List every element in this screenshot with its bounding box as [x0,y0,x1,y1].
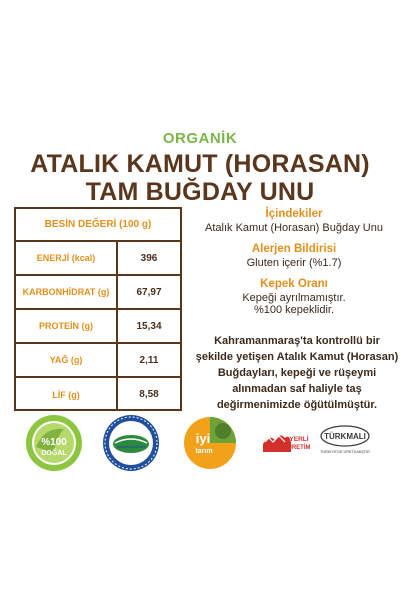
natural-badge-icon [24,413,84,473]
tarim-label: tarım [195,448,213,455]
turkmali-logo-icon [311,420,379,468]
nutrition-table [14,207,182,411]
nutrient-value: 15,34 [136,320,162,332]
nutrient-label: PROTEİN (g) [16,310,118,342]
bran-section [188,278,400,316]
nutrition-heading: BESİN DEĞERİ (100 g) [16,209,180,242]
allergen-text: Gluten içerir (%1.7) [246,257,342,269]
yerli-label: YERLİ [289,436,309,443]
uretim-label: ÜRETİM [287,445,311,451]
ingredients-text: Atalık Kamut (Horasan) Buğday Unu [205,222,383,234]
table-row [16,276,180,310]
nutrient-label: KARBONHİDRAT (g) [16,276,118,308]
product-description [194,333,400,413]
product-title-line-1: ATALIK KAMUT (HORASAN) [30,150,370,178]
description-line: alınmadan saf haliyle taş [232,383,362,395]
nutrient-label: LİF (g) [16,378,118,411]
bran-text-2: %100 kepeklidir. [253,304,335,316]
natural-badge-bottom: DOĞAL [41,450,67,457]
ingredients-title: İçindekiler [265,208,323,220]
bran-title: Kepek Oranı [260,278,328,290]
local-production-icon [259,422,311,462]
allergen-title: Alerjen Bildirisi [251,243,337,255]
table-row [16,242,180,276]
table-row [16,310,180,344]
iyi-label: iyi [195,431,211,446]
description-line: Kahramanmaraş'ta kontrollü bir [214,335,380,347]
bran-text-1: Kepeği ayrılmamıştır. [242,292,346,304]
good-agriculture-icon [183,413,238,473]
product-title-line-2: TAM BUĞDAY UNU [85,178,315,206]
table-row [16,378,180,411]
nutrient-value: 2,11 [139,354,159,366]
natural-badge-top: %100 [41,437,67,448]
description-line: değirmenimizde öğütülmüştür. [216,399,378,411]
nutrient-label: YAĞ (g) [16,344,118,376]
turkmali-caption: TÜRKİYE'DE ÜRETİLMİŞTİR [320,450,370,454]
nutrient-value: 396 [140,252,158,264]
table-row [16,344,180,378]
brand-label: ORGANİK [162,130,238,147]
description-line: Buğdayları, kepeği ve rüşeymi [217,367,377,379]
allergen-section [188,243,400,269]
organic-seal-icon [101,413,161,473]
turkmali-logo-text: TÜRKMALI [324,432,366,441]
description-line: şekilde yetişen Atalık Kamut (Horasan) [195,351,399,363]
nutrient-value: 67,97 [136,286,162,298]
nutrient-label: ENERJİ (kcal) [16,242,118,274]
ingredients-section [188,208,400,234]
nutrient-value: 8,58 [139,389,159,400]
